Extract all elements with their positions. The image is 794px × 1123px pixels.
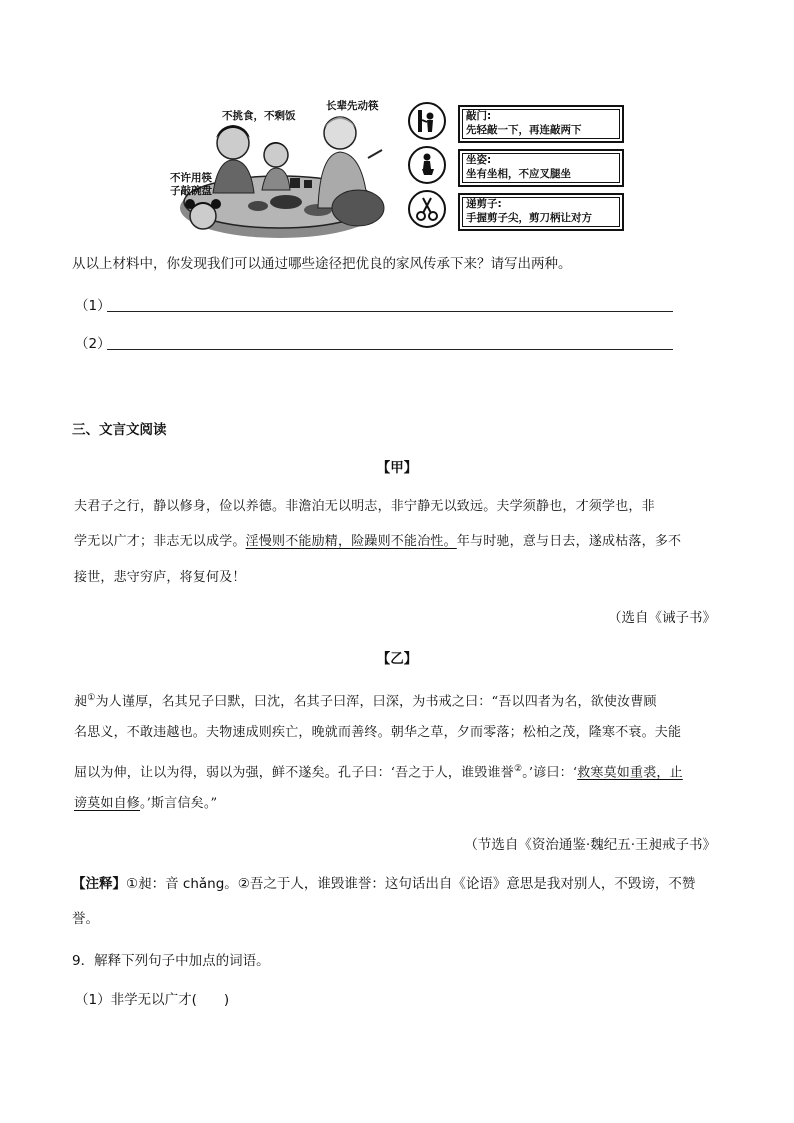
jia-text: 年与时驰，意与日去，遂成枯落，多不 <box>456 534 682 549</box>
yi-source: （节选自《资治通鉴·魏纪五·王昶戒子书》 <box>464 837 716 853</box>
rule-text: 坐有坐相，不应叉腿坐 <box>466 168 571 180</box>
passage-jia-label: 【甲】 <box>376 460 418 476</box>
scissors-icon <box>408 190 446 228</box>
blank-1-label: （1） <box>75 298 111 314</box>
answer-line-1[interactable] <box>107 311 673 312</box>
question-9-item-1: （1）非学无以广才( ) <box>75 992 230 1008</box>
passage-yi-label: 【乙】 <box>376 651 418 667</box>
yi-line-2: 名思义，不敢违越也。夫物速成则疾亡，晚就而善终。朝华之草，夕而零落；松柏之茂，隆寒不衰。夫能 <box>74 725 682 740</box>
jia-line-1: 夫君子之行，静以修身，俭以养德。非澹泊无以明志，非宁静无以致远。夫学须静也，才须学也，非 <box>74 499 655 514</box>
notes-label: 【注释】 <box>72 876 126 892</box>
caption-no-chopsticks-1: 不许用筷 <box>170 172 212 184</box>
rule-box <box>458 193 624 231</box>
answer-line-2[interactable] <box>107 349 673 350</box>
notes-text: ①昶：音 chǎng。②吾之于人，谁毁谁誉：这句话出自《论语》意思是我对别人，不毁谤，不赞 <box>126 876 696 892</box>
question-9-prompt: 9．解释下列句子中加点的词语。 <box>72 953 270 969</box>
rule-title: 坐姿: <box>466 154 492 166</box>
jia-line-2 <box>74 532 681 552</box>
rule-box <box>458 105 624 143</box>
jia-underlined-sentence: 淫慢则不能励精，险躁则不能冶性。 <box>245 534 457 549</box>
yi-line-4 <box>74 794 217 814</box>
rule-text: 先轻敲一下，再连敲两下 <box>466 124 582 136</box>
caption-no-chopsticks-2: 子敲碗盘 <box>170 185 212 197</box>
yi-text: 。’谚曰：‘ <box>522 765 578 781</box>
yi-underlined-sentence-end: 谤莫如自修 <box>74 796 141 811</box>
knock-door-icon <box>408 102 446 140</box>
caption-elder-first: 长辈先动筷 <box>326 100 379 112</box>
rule-panel-scissors <box>408 190 626 228</box>
rule-text: 手握剪子尖，剪刀柄让对方 <box>466 212 592 224</box>
blank-2-label: （2） <box>75 336 111 352</box>
question-prompt: 从以上材料中，你发现我们可以通过哪些途径把优良的家风传承下来？请写出两种。 <box>72 256 572 272</box>
section-heading: 三、文言文阅读 <box>72 422 167 438</box>
notes-line-1 <box>72 874 695 894</box>
yi-text: 为人谨厚，名其兄子曰默，曰沈，名其子曰浑，曰深，为书戒之曰：“吾以四者为名，欲使汝曹顾 <box>95 694 657 710</box>
yi-line-1 <box>74 688 657 712</box>
jia-text: 学无以广才；非志无以成学。 <box>74 534 246 549</box>
footnote-marker-1: ① <box>87 693 96 703</box>
rule-box <box>458 149 624 187</box>
yi-text: 。’斯言信矣。” <box>140 796 218 811</box>
jia-source: （选自《诫子书》 <box>608 610 716 626</box>
rule-panel-sitting <box>408 146 626 184</box>
sitting-posture-icon <box>408 146 446 184</box>
family-dining-illustration <box>168 98 390 240</box>
rule-title: 敲门: <box>466 110 492 122</box>
footnote-marker-2: ② <box>513 764 523 774</box>
rule-panel-knock <box>408 102 626 140</box>
yi-text: 昶 <box>74 694 88 710</box>
caption-no-picky: 不挑食，不剩饭 <box>222 110 296 122</box>
yi-line-3 <box>74 759 683 783</box>
jia-line-3: 接世，悲守穷庐，将复何及！ <box>74 570 246 585</box>
yi-underlined-sentence: 救寒莫如重裘，止 <box>577 765 683 781</box>
yi-text: 屈以为伸，让以为得，弱以为强，鲜不遂矣。孔子曰：‘吾之于人，谁毁谁誉 <box>74 765 514 781</box>
notes-line-2: 誉。 <box>72 911 99 927</box>
rule-title: 递剪子: <box>466 198 502 210</box>
